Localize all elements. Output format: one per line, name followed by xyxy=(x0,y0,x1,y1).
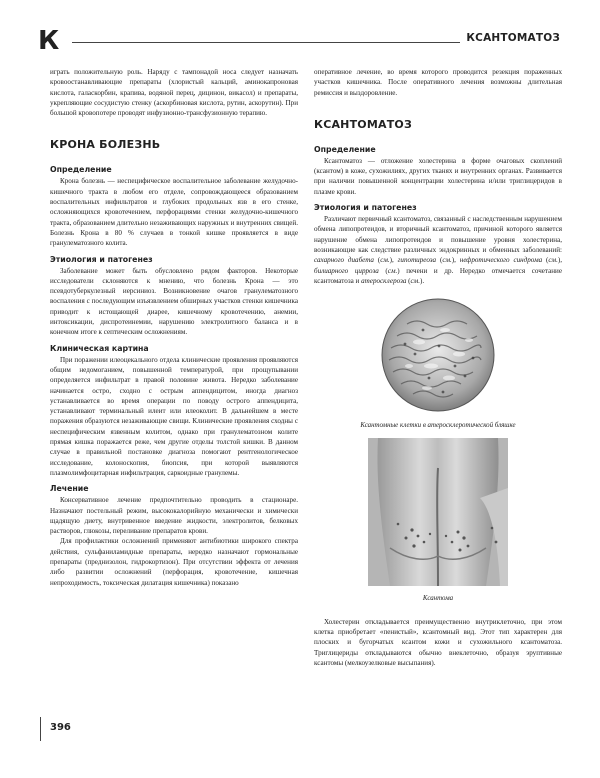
right-intro: оперативное лечение, во время которого проводится резекция пораженных участков кишечника. После оперативного лечения возможны длительная ремиссия и выздоровление. xyxy=(314,68,562,97)
left-intro: играть положительную роль. Наряду с тампонадой носа следует назначать кровоостанавливающие препараты (хлористый кальций, аминокапроновая кислота, галаскорбин, крапива, водяной перец, дицинон, викасол) и препараты, укрепляющие сосудистую стенку (аскорбиновая кислота, рутин, аскорутин). При большой кровопотере проводят инфузионно-трансфузионную терапию. xyxy=(50,68,298,118)
xanthoma-photo-image xyxy=(368,438,508,586)
heading-definition: Определение xyxy=(314,144,376,154)
folio-rule xyxy=(40,717,41,741)
heading-etiology: Этиология и патогенез xyxy=(50,254,153,264)
crohn-clinical: При поражении илеоцекального отдела клинические проявления проявляются общим недомоганием, повышенной температурой, при прощупывании определяется инфильтрат в правой половине живота. Нередко заболевание начинается остро, сходно с острым аппендицитом, иногда диагноз устанавливается во время операции по поводу острого аппендицита, устанавливают терминальный илеит или илеоколит. В дальнейшем в месте поражения образуются незаживающие свищи. Клинические проявления сходны с неспецифическим язвенным колитом, однако при гранулематозном колите прямая кишка поражается реже, чем другие отделы толстой кишки. В данном случае в правильной постановке диагноза помогают рентгенологическое исследование, колоноскопия, биопсия, при которой выявляются плазмолимфоцитарная инфильтрация, саркоидные гранулемы. xyxy=(50,355,298,477)
page-letter: К xyxy=(38,26,60,56)
figure-caption-2: Ксантома xyxy=(422,594,454,602)
heading-definition: Определение xyxy=(50,165,112,175)
running-title: КСАНТОМАТОЗ xyxy=(460,32,560,44)
left-column xyxy=(50,67,298,588)
crohn-etiology: Заболевание может быть обусловлено рядом факторов. Некоторые исследователи склоняются к мнению, что болезнь Крона — это псевдотуберкулезный иерсиниоз. Возникновение очагов гранулематозного воспаления с последующим изъязвлением обширных участков стенки кишечника приводит к истощающей диарее, кишечному кровотечению, анемии, интоксикации, диспротеинемии, нарушению электролитного баланса и в конечном итоге к септическим осложнениям. xyxy=(50,266,298,337)
xanthomatosis-outro: Холестерин откладывается преимущественно внутриклеточно, при этом клетка приобретает «пенистый», ксантомный вид. Этот тип характерен для плоских и бугорчатых ксантом кожи и сухожильного ксантоматоза. Триглицериды откладываются обычно внеклеточно, образуя эруптивные ксантомы (мелкоузелковые высыпания). xyxy=(314,617,562,667)
page-number: 396 xyxy=(50,722,71,733)
article-title-crohn: КРОНА БОЛЕЗНЬ xyxy=(50,138,161,152)
micrograph-circle-image xyxy=(379,296,497,414)
figure-xanthoma-photo xyxy=(314,438,562,589)
heading-etiology: Этиология и патогенез xyxy=(314,203,417,213)
xanthomatosis-definition: Ксантоматоз — отложение холестерина в форме очаговых скоплений (ксантом) в коже, сухожилиях, других тканях и внутренних органах. Развивается при наличии повышенной концентрации холестерина и/или триглицеридов в плазме крови. xyxy=(314,156,562,196)
crohn-treatment-2: Для профилактики осложнений применяют антибиотики широкого спектра действия, сульфаниламидные препараты, нередко назначают гормональные препараты (преднизолон, гидрокортизон). При отсутствии эффекта от лечения либо развитии осложнений (перфорация, кровотечение, кишечная непроходимость, токсическая дилатация кишечника) показано xyxy=(50,537,298,587)
figure-caption-1: Ксантомные клетки в атеросклеротической бляшке xyxy=(360,422,516,430)
crohn-definition: Крона болезнь — неспецифическое воспалительное заболевание желудочно-кишечного тракта в любом его отделе, сопровождающееся образованием воспалительных инфильтратов и глубоких продольных язв в его стенке, осложняющихся кровотечением, перфорациями стенки желудочно-кишечного тракта, образованием длительно незаживающих наружных и внутренних свищей. Болезнь Крона в 80 % случаев в тонкой кишке проявляется в виде гранулематозного колита. xyxy=(50,177,298,248)
heading-treatment: Лечение xyxy=(50,484,89,494)
figure-xanthoma-cells xyxy=(314,296,562,417)
article-title-xanthomatosis: КСАНТОМАТОЗ xyxy=(314,117,412,131)
right-column xyxy=(314,67,562,668)
crohn-treatment-1: Консервативное лечение предпочтительно проводить в стационаре. Назначают постельный режим, высококалорийную механически и химически щадящую диету, внутривенное введение жидкости, электролитов, белковых растворов, глюкозы, переливание препаратов крови. xyxy=(50,496,298,536)
xanthomatosis-etiology: Различают первичный ксантоматоз, связанный с наследственным нарушением обмена липопротеидов, и вторичный ксантоматоз, причиной которого является нарушение обмена липопротеидов и повышение уровня холестерина, возникающие как следствие различных эндокринных и обменных заболеваний: сахарного диабета (см.), гипотиреоза (см.), нефротического синдрома (см.), билиарного цирроза (см.) печени и др. Нередко отмечается сочетание ксантоматоза и атеросклероза (см.). xyxy=(314,215,563,285)
heading-clinical: Клиническая картина xyxy=(50,343,149,353)
